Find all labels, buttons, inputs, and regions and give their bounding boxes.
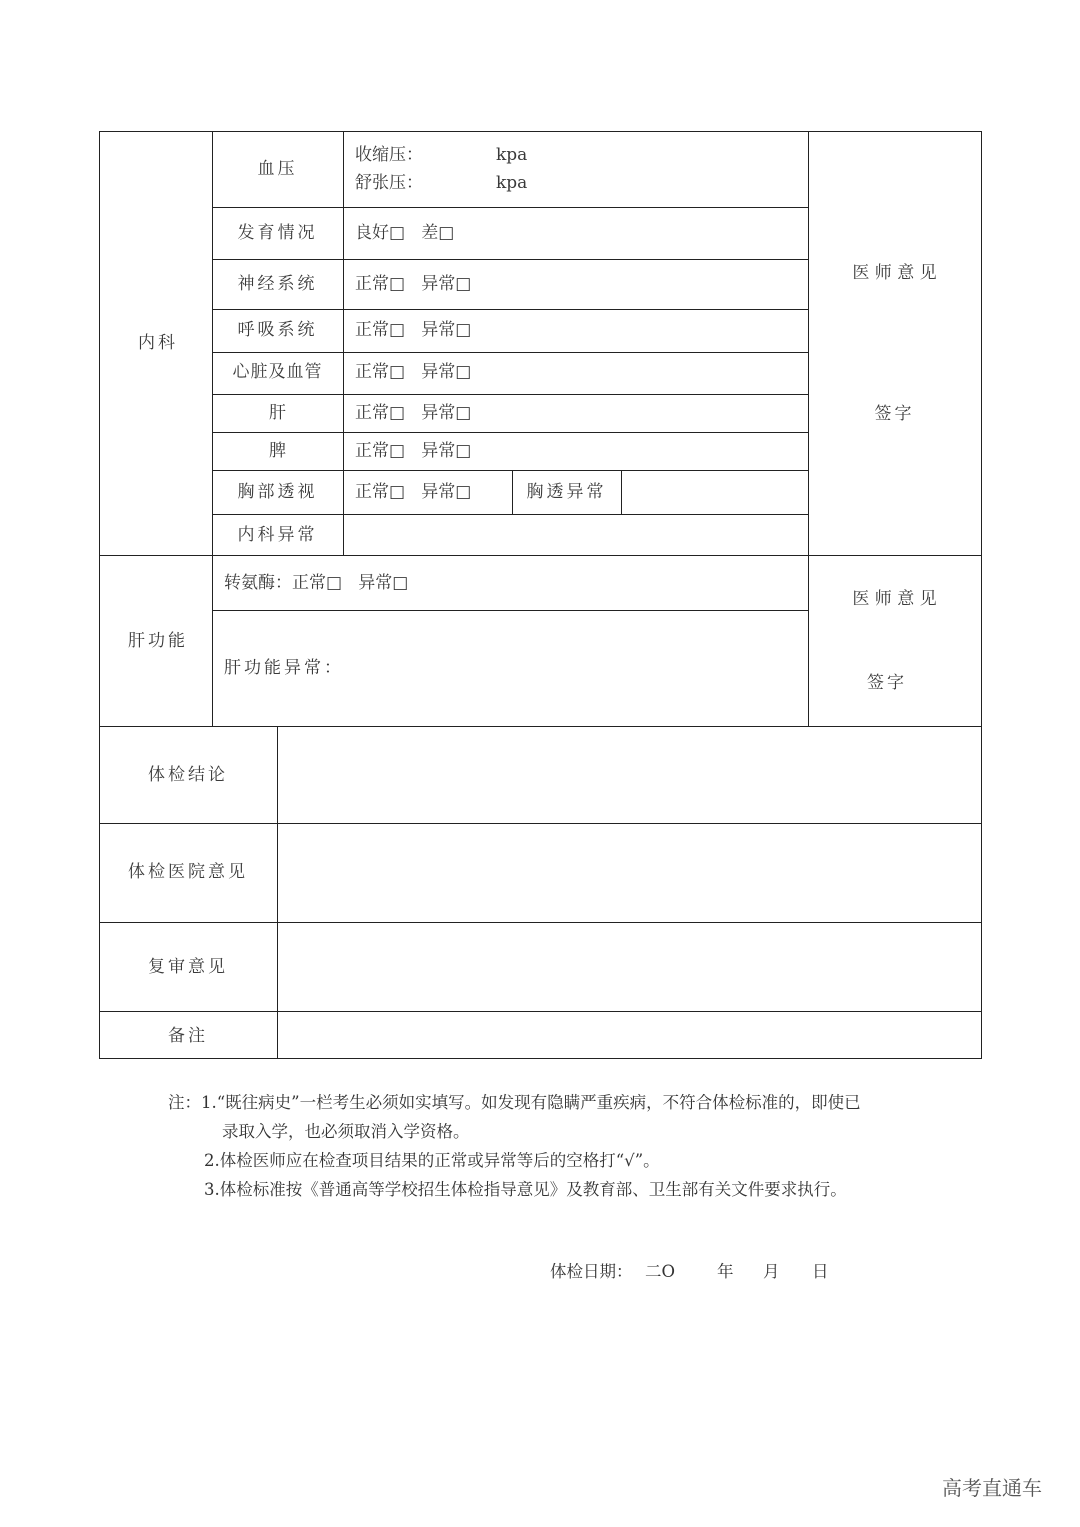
row-label-hospital-opinion: 体检医院意见 bbox=[128, 862, 248, 882]
row-label: 胸部透视 bbox=[237, 482, 318, 502]
row-label: 内科异常 bbox=[237, 525, 318, 545]
checkbox-options[interactable]: 正常□ 异常□ bbox=[355, 403, 472, 423]
row-label: 肝 bbox=[269, 403, 286, 423]
note-3: 3.体检标准按《普通高等学校招生体检指导意见》及教育部、卫生部有关文件要求执行。 bbox=[204, 1180, 847, 1199]
divider bbox=[212, 394, 808, 395]
liver-abnormal-label: 肝功能异常： bbox=[224, 658, 344, 678]
divider bbox=[99, 922, 982, 923]
doctor-opinion-label: 医 师 意 见 bbox=[852, 589, 937, 609]
row-label: 神经系统 bbox=[237, 274, 318, 294]
divider bbox=[212, 259, 808, 260]
divider bbox=[212, 610, 808, 611]
table-border bbox=[99, 1058, 982, 1059]
diastolic-label: 舒张压： bbox=[355, 173, 423, 193]
divider bbox=[343, 131, 344, 555]
divider bbox=[99, 823, 982, 824]
doctor-opinion-label: 医 师 意 见 bbox=[852, 263, 937, 283]
checkbox-options[interactable]: 正常□ 异常□ bbox=[355, 362, 472, 382]
section-label-liver: 肝功能 bbox=[128, 631, 188, 651]
note-1: 注：1.“既往病史”一栏考生必须如实填写。如发现有隐瞒严重疾病，不符合体检标准的，即使已 bbox=[168, 1093, 861, 1112]
divider bbox=[277, 726, 278, 1059]
checkbox-options[interactable]: 正常□ 异常□ bbox=[355, 441, 472, 461]
date-label: 体检日期： bbox=[550, 1262, 633, 1281]
row-label: 脾 bbox=[269, 441, 286, 461]
row-label-remarks: 备注 bbox=[168, 1026, 208, 1046]
divider bbox=[212, 207, 808, 208]
watermark: 高考直通车 bbox=[942, 1476, 1042, 1500]
alt-options[interactable]: 转氨酶：正常□ 异常□ bbox=[224, 573, 409, 593]
divider bbox=[808, 131, 809, 726]
table-border bbox=[99, 131, 982, 132]
note-1-cont: 录取入学，也必须取消入学资格。 bbox=[222, 1122, 470, 1141]
note-2: 2.体检医师应在检查项目结果的正常或异常等后的空格打“√”。 bbox=[204, 1151, 660, 1170]
checkbox-options[interactable]: 正常□ 异常□ bbox=[355, 482, 472, 502]
divider bbox=[212, 470, 808, 471]
row-label-conclusion: 体检结论 bbox=[148, 765, 228, 785]
row-label: 心脏及血管 bbox=[232, 362, 323, 382]
date-day: 日 bbox=[812, 1262, 829, 1281]
table-border bbox=[981, 131, 982, 1059]
diastolic-unit: kpa bbox=[496, 173, 528, 193]
section-label-internal: 内科 bbox=[138, 333, 178, 353]
divider bbox=[99, 1011, 982, 1012]
row-label: 发育情况 bbox=[237, 223, 318, 243]
divider bbox=[212, 352, 808, 353]
row-label-bp: 血压 bbox=[257, 159, 298, 179]
checkbox-options[interactable]: 良好□ 差□ bbox=[355, 223, 455, 243]
divider bbox=[212, 309, 808, 310]
divider bbox=[99, 555, 982, 556]
systolic-label: 收缩压： bbox=[355, 145, 423, 165]
signature-label: 签字 bbox=[874, 404, 915, 424]
divider bbox=[212, 432, 808, 433]
divider bbox=[212, 514, 808, 515]
systolic-unit: kpa bbox=[496, 145, 528, 165]
divider bbox=[99, 726, 982, 727]
row-label-review-opinion: 复审意见 bbox=[148, 957, 228, 977]
checkbox-options[interactable]: 正常□ 异常□ bbox=[355, 320, 472, 340]
sub-label-chest-abnormal: 胸透异常 bbox=[526, 482, 607, 502]
table-border bbox=[99, 131, 100, 1059]
checkbox-options[interactable]: 正常□ 异常□ bbox=[355, 274, 472, 294]
date-month: 月 bbox=[763, 1262, 780, 1281]
row-label: 呼吸系统 bbox=[237, 320, 318, 340]
divider bbox=[621, 470, 622, 514]
date-prefix: 二O bbox=[645, 1262, 676, 1281]
divider bbox=[212, 131, 213, 726]
signature-label: 签字 bbox=[867, 673, 907, 693]
date-year: 年 bbox=[717, 1262, 734, 1281]
